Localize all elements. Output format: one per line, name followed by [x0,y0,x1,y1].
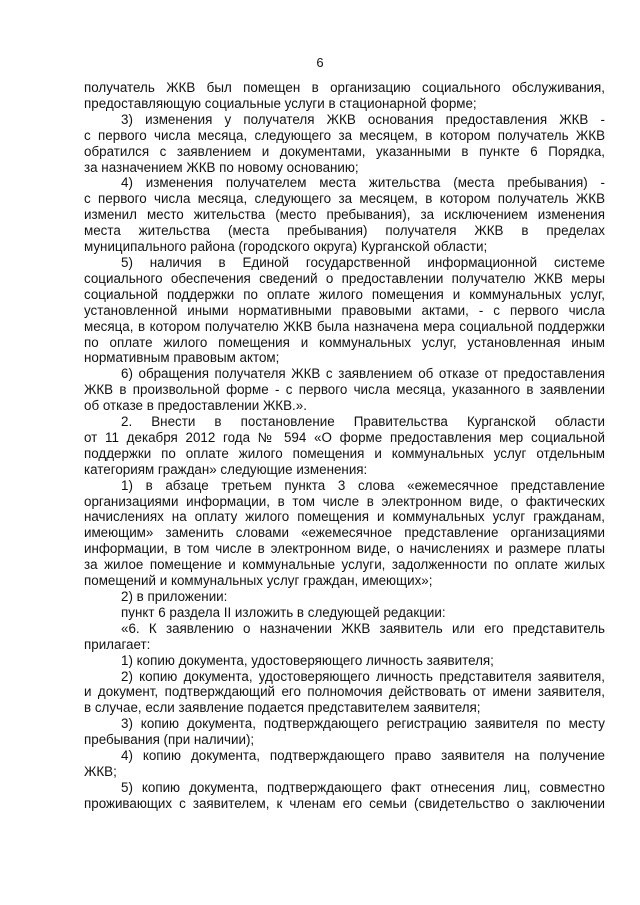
text-line: социального обеспечения сведений о предоставлении получателю ЖКВ меры [84,270,605,286]
text-line: по оплате жилого помещения и коммунальных услуг, установленная иным [84,334,605,350]
text-line: 3) изменения у получателя ЖКВ основания предоставления ЖКВ - [121,111,605,127]
text-line: обратился с заявлением и документами, указанными в пункте 6 Порядка, [84,143,605,159]
text-line: изменил место жительства (место пребывания), за исключением изменения [84,207,605,223]
text-line: «6. К заявлению о назначении ЖКВ заявитель или его представитель [121,620,605,636]
text-line: за назначением ЖКВ по новому основанию; [84,159,359,175]
text-line: 1) копию документа, удостоверяющего личность заявителя; [121,652,494,668]
text-line: 5) копию документа, подтверждающего факт отнесения лиц, совместно [121,779,605,795]
text-line: об отказе в предоставлении ЖКВ.». [84,398,307,414]
text-line: установленной иными нормативными правовыми актами, - с первого числа [84,302,605,318]
text-line: от 11 декабря 2012 года № 594 «О форме предоставления мер социальной [84,429,605,445]
text-line: поддержки по оплате жилого помещения и коммунальных услуг отдельным [84,445,605,461]
text-line: с первого числа месяца, следующего за месяцем, в котором получатель ЖКВ [84,127,605,143]
text-line: с первого числа месяца, следующего за месяцем, в котором получатель ЖКВ [84,191,605,207]
text-line: за жилое помещение и коммунальные услуги, задолженности по оплате жилых [84,557,605,573]
text-line: информации, в том числе в электронном виде, о начислениях и размере платы [84,541,605,557]
text-line: прилагает: [84,636,151,652]
text-line: в случае, если заявление подается представителем заявителя; [84,700,481,716]
text-line: получатель ЖКВ был помещен в организацию социального обслуживания, [84,80,605,95]
text-line: проживающих с заявителем, к членам его семьи (свидетельство о заключении [84,795,605,811]
text-line: имеющим» заменить словами «ежемесячное представление организациями [84,525,605,541]
text-line: муниципального района (городского округа) Курганской области; [84,239,488,255]
text-line: пребывания (при наличии); [84,732,255,748]
text-line: ЖКВ; [84,763,117,779]
text-line: места жительства (места пребывания) получателя ЖКВ в пределах [84,223,605,239]
document-body [84,80,605,812]
text-line: 4) копию документа, подтверждающего право заявителя на получение [121,748,605,764]
text-line: 6) обращения получателя ЖКВ с заявлением об отказе от предоставления [121,366,605,382]
page-number: 6 [316,55,324,70]
text-line: ЖКВ в произвольной форме - с первого числа месяца, указанного в заявлении [84,382,605,398]
text-line: пункт 6 раздела II изложить в следующей редакции: [121,604,446,620]
text-line: предоставляющую социальные услуги в стационарной форме; [84,95,477,111]
text-line: нормативным правовым актом; [84,350,280,366]
text-line: 4) изменения получателем места жительства (места пребывания) - [121,175,605,191]
text-line: категориям граждан» следующие изменения: [84,461,368,477]
text-line: помещений и коммунальных услуг граждан, имеющих»; [84,573,433,589]
text-line: 1) в абзаце третьем пункта 3 слова «ежемесячное представление [121,477,605,493]
text-line: социальной поддержки по оплате жилого помещения и коммунальных услуг, [84,286,605,302]
text-line: 2) копию документа, удостоверяющего личность представителя заявителя, [121,668,605,684]
text-line: месяца, в котором получателю ЖКВ была назначена мера социальной поддержки [84,318,605,334]
text-line: 3) копию документа, подтверждающего регистрацию заявителя по месту [121,716,605,732]
text-line: 2) в приложении: [121,589,228,604]
text-line: и документ, подтверждающий его полномочия действовать от имени заявителя, [84,684,605,700]
text-line: начислениях на оплату жилого помещения и коммунальных услуг гражданам, [84,509,605,525]
text-line: организациями информации, в том числе в электронном виде, о фактических [84,493,605,509]
text-line: 5) наличия в Единой государственной информационной системе [121,254,605,270]
text-line: 2. Внести в постановление Правительства Курганской области [121,414,605,430]
